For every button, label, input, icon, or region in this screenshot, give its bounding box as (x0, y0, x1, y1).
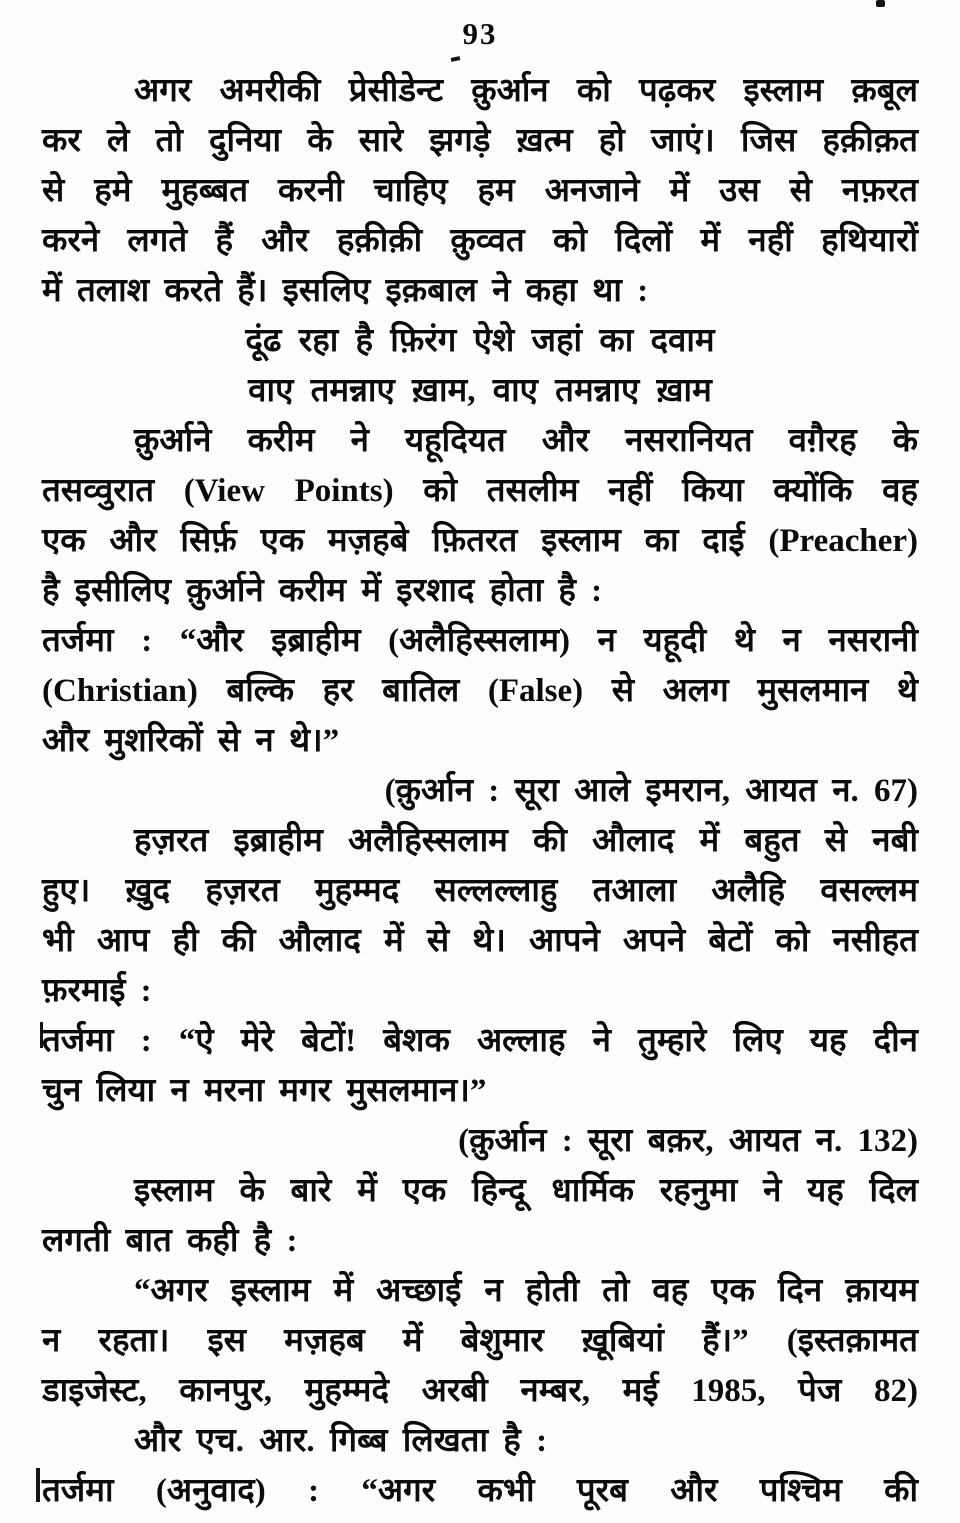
text-line: इस्लाम के बारे में एक हिन्दू धार्मिक रहनुमा ने यह दिल (134, 1173, 918, 1209)
translation-line: (Christian) बल्कि हर बातिल (False) से अलग मुसलमान थे (42, 673, 918, 709)
text-line: हुए। ख़ुद हज़रत मुहम्मद सल्लल्लाहु तआला अलैहि वसल्लम (42, 873, 918, 909)
text-line: है इसीलिए क़ुर्आने करीम में इरशाद होता है : (42, 573, 603, 609)
quote-line: न रहता। इस मज़हब में बेशुमार ख़ूबियां हैं।” (इस्तक़ामत (42, 1323, 918, 1359)
text-line: भी आप ही की औलाद में से थे। आपने अपने बेटों को नसीहत (42, 923, 918, 959)
couplet-line: दूंढ रहा है फ़िरंग ऐशे जहां का दवाम (245, 323, 715, 359)
citation-line: (क़ुर्आन : सूरा बक़र, आयत न. 132) (458, 1123, 918, 1159)
couplet-line: वाए तमन्नाए ख़ाम, वाए तमन्नाए ख़ाम (248, 373, 712, 409)
page-number: 93 (462, 16, 498, 51)
text-line: में तलाश करते हैं। इसलिए इक़बाल ने कहा था : (42, 273, 649, 309)
text-line: कर ले तो दुनिया के सारे झगड़े ख़त्म हो जाएं। जिस हक़ीक़त (42, 123, 918, 159)
text-line: अगर अमरीकी प्रेसीडेन्ट क़ुर्आन को पढ़कर इस्लाम क़बूल (134, 73, 918, 109)
body-text (42, 66, 918, 1516)
citation-line: (क़ुर्आन : सूरा आले इमरान, आयत न. 67) (384, 773, 918, 809)
translation-line: तर्जमा : “और इब्राहीम (अलैहिस्सलाम) न यहूदी थे न नसरानी (42, 623, 918, 659)
quote-line: डाइजेस्ट, कानपुर, मुहम्मदे अरबी नम्बर, मई 1985, पेज 82) (42, 1373, 918, 1409)
text-line: फ़रमाई : (42, 973, 152, 1009)
quote-line: “अगर इस्लाम में अच्छाई न होती तो वह एक दिन क़ायम (134, 1273, 918, 1309)
text-line: क़ुर्आने करीम ने यहूदियत और नसरानियत वग़ैरह के (134, 423, 918, 459)
text-line: और एच. आर. गिब्ब लिखता है : (134, 1423, 548, 1459)
translation-line: और मुशरिकों से न थे।” (42, 723, 340, 759)
translation-line: चुन लिया न मरना मगर मुसलमान।” (42, 1073, 487, 1109)
scan-artifact-dot (876, 0, 885, 7)
text-line: लगती बात कही है : (42, 1223, 298, 1259)
text-line: हज़रत इब्राहीम अलैहिस्सलाम की औलाद में बहुत से नबी (134, 823, 918, 859)
text-line: से हमे मुहब्बत करनी चाहिए हम अनजाने में उस से नफ़रत (42, 173, 918, 209)
translation-line: तर्जमा : “ऐ मेरे बेटों! बेशक अल्लाह ने तुम्हारे लिए यह दीन (42, 1023, 918, 1059)
scan-artifact-comma (451, 56, 461, 62)
translation-line: तर्जमा (अनुवाद) : “अगर कभी पूरब और पश्चिम की (42, 1473, 918, 1509)
text-line: एक और सिर्फ़ एक मज़हबे फ़ितरत इस्लाम का दाई (Preacher) (42, 523, 918, 559)
text-line: तसव्वुरात (View Points) को तसलीम नहीं किया क्योंकि वह (42, 473, 918, 509)
text-line: करने लगते हैं और हक़ीक़ी क़ुव्वत को दिलों में नहीं हथियारों (42, 223, 918, 259)
scan-artifact-bar (36, 1468, 40, 1502)
